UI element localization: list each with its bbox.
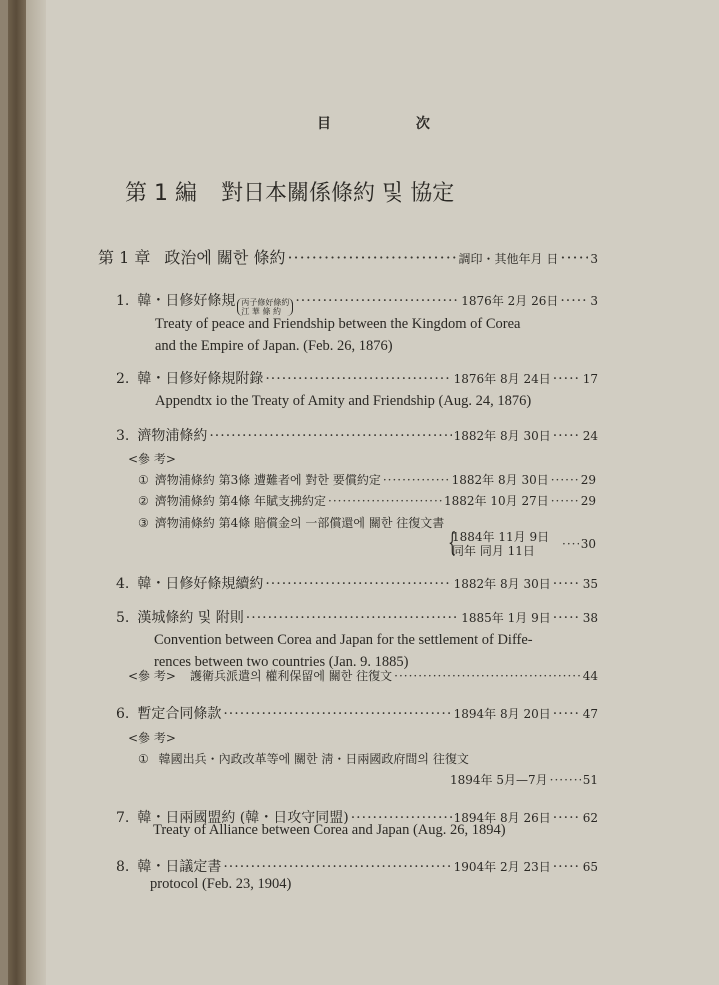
dot-leader — [394, 669, 581, 683]
entry-title: 漢城條約 및 附則 — [137, 610, 244, 626]
entry-english: Treaty of Alliance between Corea and Japan (Aug. 26, 1894) — [153, 822, 506, 838]
entry-english: protocol (Feb. 23, 1904) — [150, 876, 292, 892]
reference-label: <參 考> — [128, 731, 176, 745]
dot-leader — [383, 473, 450, 487]
reference-page: 29 — [580, 494, 596, 508]
entry-date: 1882年 8月 30日 — [453, 577, 551, 591]
reference-text: 濟物浦條約 第3條 遭難者에 對한 要償約定 — [154, 473, 381, 487]
entry-title: 韓・日修好條規附錄 — [137, 371, 264, 387]
reference-text: 濟物浦條約 第4條 賠償金의 一部償還에 關한 往復文書 — [154, 516, 445, 530]
dot-leader — [265, 371, 451, 387]
book-spine-edge — [0, 0, 8, 985]
entry-page: 35 — [582, 577, 598, 591]
entry-page: 3 — [590, 294, 598, 308]
reference-label: <參 考> — [128, 452, 176, 466]
entry-number: 2. — [116, 371, 130, 387]
dot-leader — [553, 371, 581, 387]
reference-date: 1884年 11月 9日 — [452, 530, 550, 544]
reference-text: 韓國出兵・內政改革等에 關한 淸・日兩國政府間의 往復文 — [158, 752, 469, 766]
entry-title: 暫定合同條款 — [137, 706, 222, 722]
reference-item[interactable] — [138, 750, 469, 767]
dot-leader — [562, 537, 579, 551]
reference-label: <參 考> — [128, 669, 176, 683]
part-title: 對日本關係條約 및 協定 — [220, 181, 455, 206]
dot-leader — [553, 859, 581, 875]
dot-leader — [553, 610, 581, 626]
entry-title: 韓・日修好條規續約 — [137, 576, 264, 592]
toc-entry-1[interactable] — [116, 290, 598, 316]
reference-date: 同年 同月 11日 — [452, 544, 535, 558]
alt-titles-bracket — [237, 298, 293, 316]
reference-item[interactable] — [138, 471, 596, 488]
entry-page: 62 — [582, 811, 598, 825]
reference-item[interactable] — [138, 514, 596, 531]
toc-entry-4[interactable] — [116, 573, 598, 593]
book-gutter — [8, 0, 26, 985]
entry-english: rences between two countries (Jan. 9. 1885) — [154, 654, 409, 670]
toc-entry-5[interactable] — [116, 607, 598, 627]
entry-page: 24 — [582, 429, 598, 443]
dot-leader — [209, 428, 451, 444]
dot-leader — [223, 706, 451, 722]
entry-date: 1876年 2月 26日 — [461, 294, 559, 308]
dot-leader — [551, 494, 579, 508]
reference-date-row — [450, 771, 598, 788]
dot-leader — [328, 494, 442, 508]
entry-title: 韓・日兩國盟約 (韓・日攻守同盟) — [137, 810, 349, 826]
reference-date: 1882年 8月 30日 — [451, 473, 549, 487]
reference-page: 44 — [582, 669, 598, 683]
reference-page: 29 — [580, 473, 596, 487]
dot-leader — [265, 576, 451, 592]
dot-leader — [551, 473, 579, 487]
circled-number-icon: ① — [138, 752, 149, 766]
chapter-right-label: 調印・其他年月 日 — [458, 252, 559, 266]
entry-page: 38 — [582, 611, 598, 625]
toc-entry-3[interactable] — [116, 425, 598, 445]
dot-leader — [553, 706, 581, 722]
part-heading — [125, 176, 454, 207]
dot-leader — [223, 859, 451, 875]
entry-date: 1894年 8月 26日 — [453, 811, 551, 825]
brace-icon: { — [448, 528, 457, 558]
entry-date: 1876年 8月 24日 — [453, 372, 551, 386]
chapter-page: 3 — [590, 252, 598, 266]
reference-inline[interactable] — [128, 667, 598, 684]
entry-page: 65 — [582, 860, 598, 874]
entry-english: Treaty of peace and Friendship between the Kingdom of Corea — [155, 316, 521, 332]
entry-date: 1882年 8月 30日 — [453, 429, 551, 443]
circled-number-icon: ① — [138, 473, 149, 487]
dot-leader — [553, 428, 581, 444]
entry-english: Convention between Corea and Japan for the settlement of Diffe- — [154, 632, 533, 648]
gutter-shadow — [26, 0, 46, 985]
entry-number: 7. — [116, 810, 130, 826]
chapter-title: 政治에 關한 條約 — [164, 248, 286, 267]
toc-entry-6[interactable] — [116, 703, 598, 723]
entry-english: Appendtx io the Treaty of Amity and Friendship (Aug. 24, 1876) — [155, 393, 532, 409]
entry-date: 1885年 1月 9日 — [461, 611, 551, 625]
alt-title: 丙子修好條約 — [241, 298, 290, 307]
reference-page-row — [560, 537, 596, 551]
entry-number: 6. — [116, 706, 130, 722]
reference-page: 30 — [580, 537, 596, 551]
entry-date: 1894年 8月 20日 — [453, 707, 551, 721]
dot-leader — [550, 773, 581, 787]
entry-number: 5. — [116, 610, 130, 626]
entry-page: 17 — [582, 372, 598, 386]
reference-text: 護衛兵派遣의 權利保留에 關한 往復文 — [189, 669, 393, 683]
entry-page: 47 — [582, 707, 598, 721]
reference-date: 1894年 5月—7月 — [450, 773, 548, 787]
reference-item[interactable] — [138, 492, 596, 509]
reference-date-range — [448, 528, 550, 558]
chapter-row — [98, 245, 598, 268]
dot-leader — [295, 293, 459, 309]
entry-number: 8. — [116, 859, 130, 875]
chapter-label: 第 1 章 — [98, 248, 151, 267]
toc-entry-2[interactable] — [116, 368, 598, 388]
reference-text: 濟物浦條約 第4條 年賦支拂約定 — [154, 494, 327, 508]
reference-page: 51 — [582, 773, 598, 787]
circled-number-icon: ③ — [138, 516, 149, 530]
entry-title: 濟物浦條約 — [137, 428, 208, 444]
reference-date: 1882年 10月 27日 — [444, 494, 549, 508]
circled-number-icon: ② — [138, 494, 149, 508]
dot-leader — [553, 810, 581, 826]
entry-title: 韓・日議定書 — [137, 859, 222, 875]
dot-leader — [246, 610, 459, 626]
entry-number: 3. — [116, 428, 130, 444]
entry-number: 1. — [116, 293, 130, 309]
toc-entry-8[interactable] — [116, 856, 598, 876]
part-label: 第 1 編 — [125, 181, 197, 206]
entry-title: 韓・日修好條規 — [137, 293, 236, 309]
dot-leader — [560, 248, 588, 267]
entry-english: and the Empire of Japan. (Feb. 26, 1876) — [155, 338, 393, 354]
entry-number: 4. — [116, 576, 130, 592]
dot-leader — [553, 576, 581, 592]
dot-leader — [560, 293, 588, 309]
dot-leader — [287, 248, 456, 267]
entry-date: 1904年 2月 23日 — [453, 860, 551, 874]
alt-title: 江 華 條 約 — [241, 307, 281, 316]
toc-title: 目 次 — [317, 116, 470, 132]
